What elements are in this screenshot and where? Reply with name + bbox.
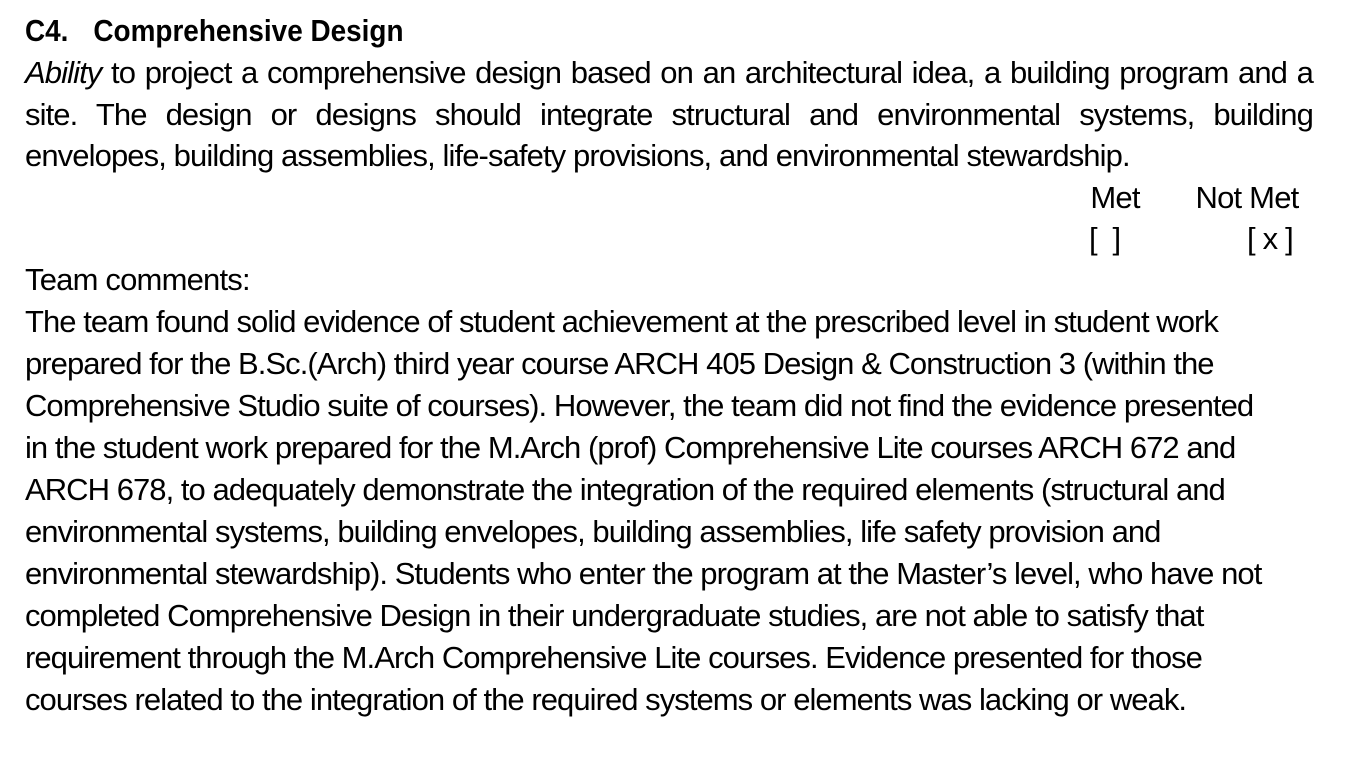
not-met-label: Not Met (1195, 179, 1299, 215)
criterion-section (25, 10, 1315, 721)
status-block (25, 177, 1315, 259)
met-label: Met (1090, 179, 1140, 215)
criterion-description (25, 52, 1313, 177)
met-checkbox: [ ] (1089, 220, 1121, 256)
comment-line: environmental stewardship). Students who enter the program at the Master’s level, who have not (25, 555, 1262, 591)
comment-line: Comprehensive Studio suite of courses). However, the team did not find the evidence presented (25, 387, 1254, 423)
description-text: to project a comprehensive design based on an architectural idea, a building program and a site. The design or designs should integrate structural and environmental systems, building envelopes, building assemblies, life-safety provisions, and environmental stewardship. (25, 55, 1313, 173)
not-met-checkbox: [ x ] (1247, 220, 1293, 256)
comment-line: completed Comprehensive Design in their undergraduate studies, are not able to satisfy that (25, 597, 1204, 633)
comment-line: environmental systems, building envelopes, building assemblies, life safety provision and (25, 513, 1161, 549)
met-column (1089, 177, 1141, 259)
section-heading (25, 10, 1186, 52)
comment-line: courses related to the integration of the required systems or elements was lacking or weak. (25, 681, 1187, 717)
description-lead: Ability (25, 55, 102, 90)
comment-line: ARCH 678, to adequately demonstrate the integration of the required elements (structural and (25, 471, 1225, 507)
section-title: Comprehensive Design (93, 13, 404, 48)
comment-line: The team found solid evidence of student achievement at the prescribed level in student work (25, 303, 1218, 339)
section-number: C4. (25, 13, 69, 48)
comment-line: in the student work prepared for the M.Arch (prof) Comprehensive Lite courses ARCH 672 and (25, 429, 1236, 465)
comment-line: prepared for the B.Sc.(Arch) third year course ARCH 405 Design & Construction 3 (within the (25, 345, 1214, 381)
comments-body (25, 301, 1325, 721)
comments-label: Team comments: (25, 261, 250, 297)
not-met-column (1191, 177, 1303, 259)
comment-line: requirement through the M.Arch Comprehensive Lite courses. Evidence presented for those (25, 639, 1202, 675)
